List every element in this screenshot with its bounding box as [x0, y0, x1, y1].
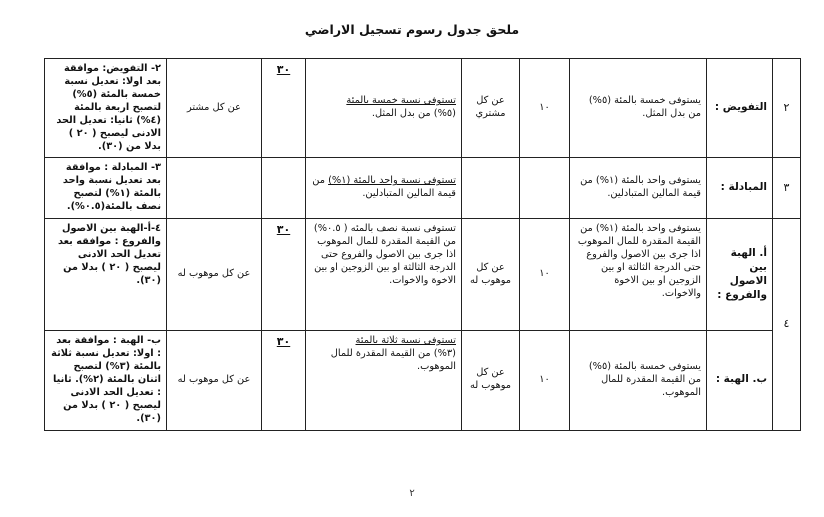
- old-per-unit: عن كل موهوب له: [462, 219, 520, 331]
- new-per-unit: عن كل موهوب له: [167, 219, 262, 331]
- table-row: [45, 331, 801, 430]
- committee-note: ٤-أ-الهبة بين الاصول والفروع : موافقه بعد تعديل الحد الادنى ليصبح ( ٢٠ ) بدلا من (٣٠).: [45, 219, 167, 331]
- table-row: [45, 158, 801, 219]
- item-name: المبادلة :: [707, 158, 773, 219]
- new-description-underlined: تستوفى نسبة خمسة بالمئة: [346, 95, 456, 107]
- new-description-rest: من قيمة المالين المتبادلين.: [312, 175, 456, 200]
- old-description: يستوفى خمسة بالمئة (٥%) من القيمة المقدرة للمال الموهوب.: [570, 331, 707, 430]
- old-per-unit: عن كل موهوب له: [462, 331, 520, 430]
- new-per-unit: عن كل مشتر: [167, 59, 262, 158]
- fees-table: [44, 58, 801, 431]
- new-description: [306, 158, 462, 219]
- new-description-underlined: تستوفى نسبة واحد بالمئة (١%): [328, 175, 456, 187]
- row-number: ٢: [773, 59, 801, 158]
- new-description: [306, 331, 462, 430]
- new-description: [306, 59, 462, 158]
- committee-note: ٣- المبادلة : موافقة بعد تعديل نسبة واحد بالمئة (١%) لتصبح نصف بالمئة(٠.٥%).: [45, 158, 167, 219]
- item-name: التفويض :: [707, 59, 773, 158]
- old-per-unit: عن كل مشتري: [462, 59, 520, 158]
- committee-note: ب- الهبة : موافقة بعد : اولا: تعديل نسبة ثلاثة بالمئة (٣%) لتصبح اثنان بالمئة (٢%). ثانيا : تعديل الحد الادنى ليصبح ( ٢٠ ) بدلا من (٣٠).: [45, 331, 167, 430]
- old-min-value: [520, 158, 570, 219]
- committee-note: ٢- التفويض: موافقة بعد اولا: تعديل نسبة خمسة بالمئة (٥%) لتصبح اربعة بالمئة (٤%) ثانيا: تعديل الحد الادنى ليصبح ( ٢٠ ) بدلا من (٣٠).: [45, 59, 167, 158]
- old-min-value: ١٠: [520, 331, 570, 430]
- new-description-rest: تستوفى نسبة نصف بالمئه ( ٠.٥%) من القيمة المقدرة للمال الموهوب اذا جرى بين الاصول والفروع حتى الدرجة الثالثة او بين الزوجين او بين الاخوة والاخوات.: [313, 223, 456, 286]
- new-description: [306, 219, 462, 331]
- row-number: ٣: [773, 158, 801, 219]
- old-min-value: ١٠: [520, 59, 570, 158]
- new-per-unit: [167, 158, 262, 219]
- item-name: أ. الهبة بين الاصول والفروع :: [707, 219, 773, 331]
- page-number: ٢: [409, 488, 415, 499]
- old-description: يستوفى خمسة بالمئة (٥%) من بدل المثل.: [570, 59, 707, 158]
- old-description: يستوفى واحد بالمئة (١%) من قيمة المالين المتبادلين.: [570, 158, 707, 219]
- new-per-unit: عن كل موهوب له: [167, 331, 262, 430]
- old-description: يستوفى واحد بالمئة (١%) من القيمة المقدرة للمال الموهوب اذا جرى بين الاصول والفروع حتى الدرجة الثالثة او بين الزوجين او بين الاخوة والاخوات.: [570, 219, 707, 331]
- new-description-rest: (٥%) من بدل المثل.: [371, 108, 456, 120]
- row-number: ٤: [773, 219, 801, 430]
- old-per-unit: [462, 158, 520, 219]
- table-row: [45, 219, 801, 331]
- new-description-rest: (٣%) من القيمة المقدرة للمال الموهوب.: [330, 348, 456, 372]
- old-min-value: ١٠: [520, 219, 570, 331]
- new-min-amount: ٣٠: [262, 59, 306, 158]
- item-name: ب. الهبة :: [707, 331, 773, 430]
- new-min-amount: [262, 158, 306, 219]
- new-min-amount: ٣٠: [262, 331, 306, 430]
- new-description-underlined: تستوفى نسبة ثلاثة بالمئة: [355, 335, 456, 347]
- table-row: [45, 59, 801, 158]
- new-min-amount: ٣٠: [262, 219, 306, 331]
- page-title: ملحق جدول رسوم تسجيل الاراضي: [304, 22, 520, 37]
